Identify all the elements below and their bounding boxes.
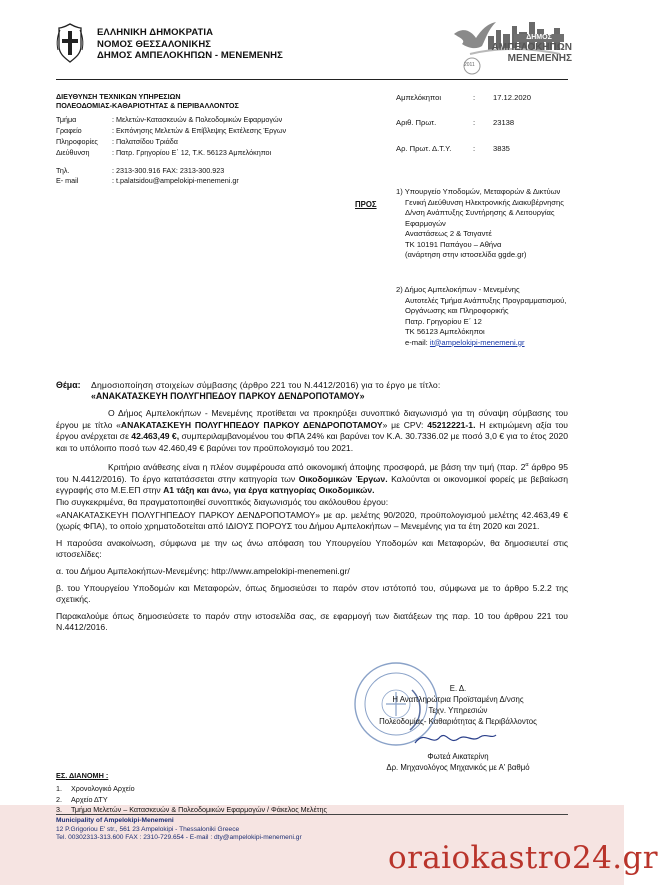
directorate-line1: ΔΙΕΥΘΥΝΣΗ ΤΕΧΝΙΚΩΝ ΥΠΗΡΕΣΙΩΝ	[56, 92, 181, 101]
municipality-logo	[452, 14, 572, 76]
tel-value: : 2313-300.916 FAX: 2313-300.923	[112, 166, 225, 175]
directorate-line2: ΠΟΛΕΟΔΟΜΙΑΣ-ΚΑΘΑΡΙΟΤΗΤΑΣ & ΠΕΡΙΒΑΛΛΟΝΤΟΣ	[56, 101, 239, 110]
paragraph-2	[56, 460, 568, 497]
distribution-item: Αρχείο ΔΤΥ	[71, 795, 108, 804]
logo-text-2: ΜΕΝΕΜΕΝΗΣ	[507, 53, 572, 64]
logo-small-text: ΔΗΜΟΣ	[514, 34, 564, 42]
email-value: : t.palatsidou@ampelokipi-menemeni.gr	[112, 176, 239, 185]
paragraph-5: Η παρούσα ανακοίνωση, σύμφωνα με την ως άνω απόφαση του Υπουργείου Υποδομών και Μεταφορών, θα δημοσιευτεί στις ιστοσελίδες:	[56, 537, 568, 560]
info-value-info: : Παλατσίδου Τριάδα	[112, 137, 178, 146]
subject-text: Δημοσιοποίηση στοιχείων σύμβασης (άρθρο 221 του Ν.4412/2016) για το έργο με τίτλο:	[91, 380, 441, 390]
recipient-email-link[interactable]: it@ampelokipi-menemeni.gr	[429, 337, 525, 347]
recipient-line: 2) Δήμος Αμπελοκήπων - Μενεμένης	[396, 285, 520, 294]
recipient-2	[396, 285, 566, 348]
recipient-line: Οργάνωσης και Πληροφορικής	[405, 306, 509, 315]
body	[56, 408, 568, 634]
subject-label: Θέμα:	[56, 380, 81, 390]
header-line: ΕΛΛΗΝΙΚΗ ΔΗΜΟΚΡΑΤΙΑ	[97, 27, 214, 38]
distribution-item: Τμήμα Μελετών – Κατασκευών & Πολεοδομικών Εφαρμογών / Φάκελος Μελέτης	[71, 805, 327, 814]
p1-text: Ο Δήμος Αμπελοκήπων - Μενεμένης προτίθεται να προκηρύξει συνοπτικό διαγωνισμό για τη σύναψη σύμβασης του έργου με τίτλο «	[56, 408, 568, 430]
p1-title: ΑΝΑΚΑΤΑΣΚΕΥΗ ΠΟΛΥΓΗΠΕΔΟΥ ΠΑΡΚΟΥ ΔΕΝΔΡΟΠΟΤΑΜΟΥ	[120, 419, 383, 430]
p1-amount: 42.463,49 €,	[131, 431, 180, 442]
footer-line: 12 P.Grigoriou E' str., 561 23 Ampelokipi - Thessaloniki Greece	[56, 825, 240, 833]
recipient-line: Εφαρμογών	[405, 218, 446, 228]
paragraph-4: «ΑΝΑΚΑΤΑΣΚΕΥΗ ΠΟΛΥΓΗΠΕΔΟΥ ΠΑΡΚΟΥ ΔΕΝΔΡΟΠΟΤΑΜΟΥ» με αρ. μελέτης 90/2020, προϋπολογισμού μελέτης 42.463,49 € (χωρίς ΦΠΑ), το οποίο χρηματοδοτείται από ΙΔΙΟΥΣ ΠΟΡΟΥΣ του Δήμου Αμπελοκήπων – Μενεμένης για τα έτη 2020 και 2021.	[56, 509, 568, 532]
p2-text: άρθρο 95 του Ν.4412/2016). Το έργο κατατάσσεται στην κατηγορία των	[56, 462, 568, 484]
paragraph-1	[56, 408, 568, 454]
date-value: 17.12.2020	[493, 93, 532, 102]
p1-text: Η εκτιμώμενη αξία του έργου ανέρχεται σε	[56, 419, 569, 442]
footer-info	[56, 817, 302, 843]
footer-line: Municipality of Ampelokipi-Menemeni	[56, 817, 174, 824]
recipient-email-line	[396, 338, 566, 349]
p1-text: » με CPV:	[382, 419, 428, 430]
p1-cpv: 45212221-1.	[427, 419, 476, 430]
recipient-line: ΤΚ 56123 Αμπελόκηποι	[405, 327, 485, 336]
distribution-num: 3.	[56, 805, 62, 814]
recipient-line: Γενική Διεύθυνση Ηλεκτρονικής Διακυβέρνησης	[405, 197, 564, 207]
p2-category: Οικοδομικών Έργων.	[298, 473, 388, 484]
signatory-name: Φωτεά Αικατερίνη	[427, 752, 489, 761]
p2-sup: α	[525, 462, 529, 469]
pros-label: ΠΡΟΣ	[355, 200, 377, 209]
logo-text-1: ΑΜΠΕΛΟΚΗΠΩΝ	[491, 42, 572, 53]
logo-year: 2011	[464, 62, 475, 68]
signature-line: Πολεοδομίας- Καθαριότητας & Περιβάλλοντος	[379, 717, 537, 726]
signature-line: Τεχν. Υπηρεσιών	[428, 706, 488, 715]
distribution-num: 1.	[56, 784, 62, 793]
p2-text: Κριτήριο ανάθεσης είναι η πλέον συμφέρουσα από οικονομική άποψης προσφορά, με βάση την τιμή (παρ. 2	[108, 462, 526, 473]
info-value-address: : Πατρ. Γρηγορίου Ε΄ 12, Τ.Κ. 56123 Αμπελόκηποι	[112, 148, 272, 157]
signature-block	[350, 683, 566, 727]
footer-line: Tel. 00302313-313.600 FAX : 2310-729.654 - E-mail : dty@ampelokipi-menemeni.gr	[56, 834, 302, 842]
footer-divider	[56, 814, 568, 815]
distribution-item: Χρονολογικό Αρχείο	[71, 784, 135, 793]
header-line: ΔΗΜΟΣ ΑΜΠΕΛΟΚΗΠΩΝ - ΜΕΝΕΜΕΝΗΣ	[97, 50, 283, 61]
paragraph-8: Παρακαλούμε όπως δημοσιεύσετε το παρόν στην ιστοσελίδα σας, σε εφαρμογή των διατάξεων της παρ. 10 του άρθρου 221 του Ν.4412/2016.	[56, 610, 568, 633]
recipient-line: 1) Υπουργείο Υποδομών, Μεταφορών & Δικτύων	[396, 187, 561, 196]
prot-value: 23138	[493, 118, 515, 127]
recipient-line: ΤΚ 10191 Παπάγου – Αθήνα	[405, 239, 502, 249]
info-value-office: : Εκπόνησης Μελετών & Επίβλεψης Εκτέλεσης Έργων	[112, 126, 287, 135]
prot-label: Αριθ. Πρωτ.	[396, 118, 437, 127]
p1-text: συμπεριλαμβανομένου του ΦΠΑ 24% και βαρύνει τον Κ.Α. 30.7336.02 με ποσό 3,0 € για το έτος 2020 και το υπόλοιπο ποσό των 42.460,49 € βαρύνει τον προϋπολογισμό του 2021.	[56, 431, 568, 453]
distribution-title: ΕΣ. ΔΙΑΝΟΜΗ :	[56, 771, 109, 780]
paragraph-3: Πιο συγκεκριμένα, θα πραγματοποιηθεί συνοπτικός διαγωνισμός του ακόλουθου έργου:	[56, 497, 389, 508]
dty-value: 3835	[493, 144, 510, 153]
colon: :	[473, 93, 476, 102]
distribution-num: 2.	[56, 795, 62, 804]
header-org	[97, 27, 283, 62]
info-label-address: Διεύθυνση	[56, 148, 90, 157]
info-label-office: Γραφείο	[56, 126, 82, 135]
recipient-1	[396, 187, 564, 261]
info-value-dept: : Μελετών-Κατασκευών & Πολεοδομικών Εφαρμογών	[112, 115, 283, 124]
recipient-line: Δ/νση Ανάπτυξης Συντήρησης & Λειτουργίας	[405, 208, 555, 217]
tel-label: Τηλ.	[56, 166, 70, 175]
greek-coat-of-arms-icon	[57, 22, 83, 64]
signatory-role: Δρ. Μηχανολόγος Μηχανικός με Α' βαθμό	[386, 763, 530, 772]
colon: :	[473, 118, 476, 127]
watermark-text: oraiokastro24.gr	[388, 840, 658, 876]
paragraph-7: β. του Υπουργείου Υποδομών και Μεταφορών, όπως δημοσιεύσει το παρόν στον ιστότοπό του, σύμφωνα με το άρθρο 5.2.2 της σχετικής.	[56, 582, 568, 605]
dty-label: Αρ. Πρωτ. Δ.Τ.Υ.	[396, 144, 452, 153]
header-line: ΝΟΜΟΣ ΘΕΣΣΑΛΟΝΙΚΗΣ	[97, 38, 212, 50]
recipient-line: Αναστάσεως 2 & Τσιγαντέ	[405, 229, 492, 238]
signature-line: Η Αναπληρώτρια Προϊσταμένη Δ/νσης	[392, 695, 524, 704]
header-divider	[56, 79, 568, 80]
recipient-line: Αυτοτελές Τμήμα Ανάπτυξης Προγραμματισμού,	[405, 295, 567, 305]
recipient-email-prefix: e-mail:	[405, 337, 430, 347]
email-label: E- mail	[56, 176, 79, 185]
handwritten-signature-icon	[410, 725, 500, 751]
subject-title: «ΑΝΑΚΑΤΑΣΚΕΥΗ ΠΟΛΥΓΗΠΕΔΟΥ ΠΑΡΚΟΥ ΔΕΝΔΡΟΠΟΤΑΜΟΥ»	[91, 391, 365, 401]
p2-text: Καλούνται οι οικονομικοί φορείς με βεβαίωση εγγραφής στο Μ.Ε.ΕΠ στην	[56, 473, 568, 496]
signature-name-block	[350, 751, 566, 773]
p2-class: Α1 τάξη και άνω, για έργα κατηγορίας Οικοδομικών.	[163, 485, 375, 496]
info-label-info: Πληροφορίες	[56, 137, 98, 146]
signature-line: Ε. Δ.	[449, 684, 467, 693]
paragraph-6: α. του Δήμου Αμπελοκήπων-Μενεμένης: http://www.ampelokipi-menemeni.gr/	[56, 565, 350, 576]
info-label-dept: Τμήμα	[56, 115, 77, 124]
colon: :	[473, 144, 476, 153]
place-label: Αμπελόκηποι	[396, 93, 442, 102]
recipient-line: Πατρ. Γρηγορίου Ε΄ 12	[405, 316, 482, 326]
recipient-line: (ανάρτηση στην ιστοσελίδα ggde.gr)	[405, 250, 527, 259]
